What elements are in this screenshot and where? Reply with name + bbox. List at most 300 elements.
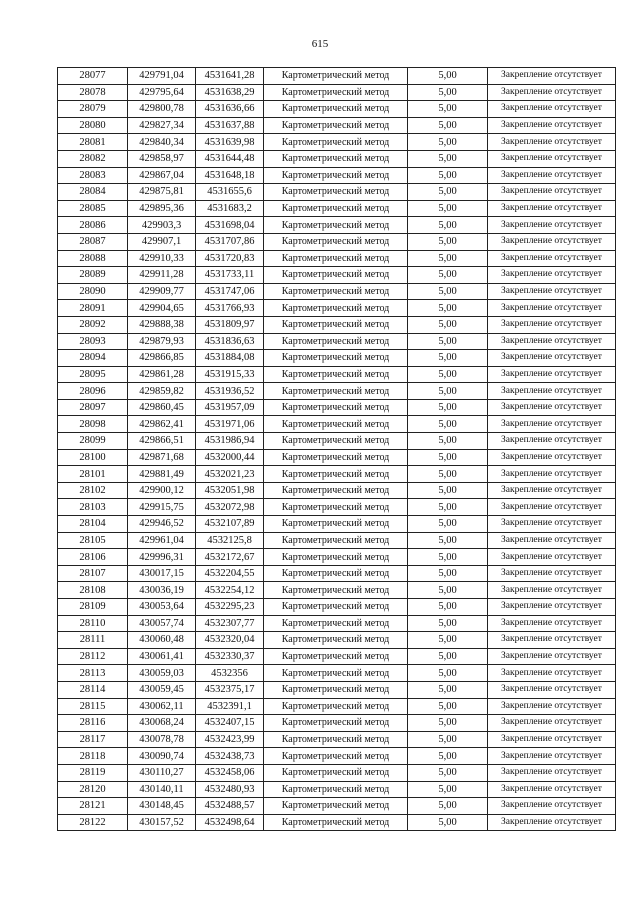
table-row	[58, 200, 616, 217]
y-coordinate-cell: 4532391,1	[196, 698, 264, 715]
y-coordinate-cell: 4531637,88	[196, 117, 264, 134]
method-cell: Картометрический метод	[264, 350, 408, 367]
fixation-cell: Закрепление отсутствует	[488, 665, 616, 682]
x-coordinate-cell: 430017,15	[128, 565, 196, 582]
x-coordinate-cell: 429827,34	[128, 117, 196, 134]
y-coordinate-cell: 4532330,37	[196, 648, 264, 665]
point-number-cell: 28086	[58, 217, 128, 234]
fixation-cell: Закрепление отсутствует	[488, 200, 616, 217]
method-cell: Картометрический метод	[264, 648, 408, 665]
table-row	[58, 615, 616, 632]
accuracy-cell: 5,00	[408, 814, 488, 831]
method-cell: Картометрический метод	[264, 217, 408, 234]
accuracy-cell: 5,00	[408, 217, 488, 234]
method-cell: Картометрический метод	[264, 532, 408, 549]
x-coordinate-cell: 429907,1	[128, 233, 196, 250]
accuracy-cell: 5,00	[408, 781, 488, 798]
y-coordinate-cell: 4531698,04	[196, 217, 264, 234]
method-cell: Картометрический метод	[264, 549, 408, 566]
point-number-cell: 28100	[58, 449, 128, 466]
method-cell: Картометрический метод	[264, 150, 408, 167]
method-cell: Картометрический метод	[264, 184, 408, 201]
method-cell: Картометрический метод	[264, 632, 408, 649]
y-coordinate-cell: 4531809,97	[196, 316, 264, 333]
point-number-cell: 28122	[58, 814, 128, 831]
y-coordinate-cell: 4531747,06	[196, 283, 264, 300]
method-cell: Картометрический метод	[264, 134, 408, 151]
x-coordinate-cell: 429888,38	[128, 316, 196, 333]
point-number-cell: 28094	[58, 350, 128, 367]
y-coordinate-cell: 4532254,12	[196, 582, 264, 599]
y-coordinate-cell: 4531884,08	[196, 350, 264, 367]
fixation-cell: Закрепление отсутствует	[488, 117, 616, 134]
table-row	[58, 681, 616, 698]
table-row	[58, 184, 616, 201]
method-cell: Картометрический метод	[264, 449, 408, 466]
accuracy-cell: 5,00	[408, 134, 488, 151]
y-coordinate-cell: 4531638,29	[196, 84, 264, 101]
method-cell: Картометрический метод	[264, 333, 408, 350]
table-row	[58, 466, 616, 483]
table-row	[58, 665, 616, 682]
accuracy-cell: 5,00	[408, 84, 488, 101]
point-number-cell: 28114	[58, 681, 128, 698]
y-coordinate-cell: 4531644,48	[196, 150, 264, 167]
point-number-cell: 28116	[58, 715, 128, 732]
x-coordinate-cell: 429909,77	[128, 283, 196, 300]
accuracy-cell: 5,00	[408, 101, 488, 118]
method-cell: Картометрический метод	[264, 300, 408, 317]
table-row	[58, 350, 616, 367]
point-number-cell: 28107	[58, 565, 128, 582]
point-number-cell: 28092	[58, 316, 128, 333]
fixation-cell: Закрепление отсутствует	[488, 84, 616, 101]
accuracy-cell: 5,00	[408, 433, 488, 450]
fixation-cell: Закрепление отсутствует	[488, 383, 616, 400]
accuracy-cell: 5,00	[408, 516, 488, 533]
table-row	[58, 499, 616, 516]
y-coordinate-cell: 4532125,8	[196, 532, 264, 549]
y-coordinate-cell: 4531936,52	[196, 383, 264, 400]
y-coordinate-cell: 4531641,28	[196, 68, 264, 85]
fixation-cell: Закрепление отсутствует	[488, 565, 616, 582]
table-row	[58, 167, 616, 184]
x-coordinate-cell: 430036,19	[128, 582, 196, 599]
x-coordinate-cell: 429911,28	[128, 267, 196, 284]
point-number-cell: 28084	[58, 184, 128, 201]
method-cell: Картометрический метод	[264, 681, 408, 698]
table-row	[58, 283, 616, 300]
accuracy-cell: 5,00	[408, 532, 488, 549]
accuracy-cell: 5,00	[408, 383, 488, 400]
table-row	[58, 416, 616, 433]
method-cell: Картометрический метод	[264, 84, 408, 101]
method-cell: Картометрический метод	[264, 416, 408, 433]
x-coordinate-cell: 429946,52	[128, 516, 196, 533]
y-coordinate-cell: 4531720,83	[196, 250, 264, 267]
table-row	[58, 333, 616, 350]
table-row	[58, 565, 616, 582]
method-cell: Картометрический метод	[264, 433, 408, 450]
method-cell: Картометрический метод	[264, 731, 408, 748]
table-row	[58, 482, 616, 499]
point-number-cell: 28120	[58, 781, 128, 798]
fixation-cell: Закрепление отсутствует	[488, 681, 616, 698]
accuracy-cell: 5,00	[408, 648, 488, 665]
page-number: 615	[311, 38, 329, 50]
table-row	[58, 433, 616, 450]
y-coordinate-cell: 4532172,67	[196, 549, 264, 566]
point-number-cell: 28102	[58, 482, 128, 499]
fixation-cell: Закрепление отсутствует	[488, 582, 616, 599]
point-number-cell: 28088	[58, 250, 128, 267]
fixation-cell: Закрепление отсутствует	[488, 267, 616, 284]
accuracy-cell: 5,00	[408, 698, 488, 715]
x-coordinate-cell: 429860,45	[128, 399, 196, 416]
fixation-cell: Закрепление отсутствует	[488, 814, 616, 831]
fixation-cell: Закрепление отсутствует	[488, 433, 616, 450]
accuracy-cell: 5,00	[408, 200, 488, 217]
y-coordinate-cell: 4531836,63	[196, 333, 264, 350]
method-cell: Картометрический метод	[264, 250, 408, 267]
y-coordinate-cell: 4532107,89	[196, 516, 264, 533]
method-cell: Картометрический метод	[264, 582, 408, 599]
point-number-cell: 28111	[58, 632, 128, 649]
fixation-cell: Закрепление отсутствует	[488, 764, 616, 781]
table-row	[58, 316, 616, 333]
fixation-cell: Закрепление отсутствует	[488, 68, 616, 85]
x-coordinate-cell: 430062,11	[128, 698, 196, 715]
fixation-cell: Закрепление отсутствует	[488, 549, 616, 566]
fixation-cell: Закрепление отсутствует	[488, 748, 616, 765]
accuracy-cell: 5,00	[408, 150, 488, 167]
point-number-cell: 28079	[58, 101, 128, 118]
method-cell: Картометрический метод	[264, 316, 408, 333]
accuracy-cell: 5,00	[408, 333, 488, 350]
method-cell: Картометрический метод	[264, 698, 408, 715]
method-cell: Картометрический метод	[264, 565, 408, 582]
fixation-cell: Закрепление отсутствует	[488, 516, 616, 533]
table-row	[58, 101, 616, 118]
table-row	[58, 250, 616, 267]
x-coordinate-cell: 429895,36	[128, 200, 196, 217]
table-row	[58, 648, 616, 665]
x-coordinate-cell: 429866,85	[128, 350, 196, 367]
coordinates-table	[57, 67, 616, 831]
accuracy-cell: 5,00	[408, 250, 488, 267]
x-coordinate-cell: 429879,93	[128, 333, 196, 350]
fixation-cell: Закрепление отсутствует	[488, 300, 616, 317]
table-row	[58, 68, 616, 85]
fixation-cell: Закрепление отсутствует	[488, 599, 616, 616]
y-coordinate-cell: 4531636,66	[196, 101, 264, 118]
accuracy-cell: 5,00	[408, 764, 488, 781]
point-number-cell: 28083	[58, 167, 128, 184]
x-coordinate-cell: 430053,64	[128, 599, 196, 616]
point-number-cell: 28118	[58, 748, 128, 765]
point-number-cell: 28110	[58, 615, 128, 632]
method-cell: Картометрический метод	[264, 516, 408, 533]
method-cell: Картометрический метод	[264, 68, 408, 85]
accuracy-cell: 5,00	[408, 565, 488, 582]
point-number-cell: 28078	[58, 84, 128, 101]
table-row	[58, 217, 616, 234]
table-row	[58, 814, 616, 831]
accuracy-cell: 5,00	[408, 184, 488, 201]
fixation-cell: Закрепление отсутствует	[488, 449, 616, 466]
x-coordinate-cell: 430057,74	[128, 615, 196, 632]
x-coordinate-cell: 429875,81	[128, 184, 196, 201]
point-number-cell: 28119	[58, 764, 128, 781]
y-coordinate-cell: 4532480,93	[196, 781, 264, 798]
x-coordinate-cell: 429866,51	[128, 433, 196, 450]
method-cell: Картометрический метод	[264, 233, 408, 250]
x-coordinate-cell: 429904,65	[128, 300, 196, 317]
x-coordinate-cell: 429903,3	[128, 217, 196, 234]
method-cell: Картометрический метод	[264, 748, 408, 765]
y-coordinate-cell: 4531915,33	[196, 366, 264, 383]
y-coordinate-cell: 4531707,86	[196, 233, 264, 250]
x-coordinate-cell: 430060,48	[128, 632, 196, 649]
x-coordinate-cell: 429800,78	[128, 101, 196, 118]
point-number-cell: 28117	[58, 731, 128, 748]
accuracy-cell: 5,00	[408, 316, 488, 333]
accuracy-cell: 5,00	[408, 599, 488, 616]
x-coordinate-cell: 429996,31	[128, 549, 196, 566]
accuracy-cell: 5,00	[408, 798, 488, 815]
point-number-cell: 28096	[58, 383, 128, 400]
fixation-cell: Закрепление отсутствует	[488, 698, 616, 715]
fixation-cell: Закрепление отсутствует	[488, 731, 616, 748]
table-row	[58, 134, 616, 151]
method-cell: Картометрический метод	[264, 715, 408, 732]
y-coordinate-cell: 4532407,15	[196, 715, 264, 732]
fixation-cell: Закрепление отсутствует	[488, 217, 616, 234]
accuracy-cell: 5,00	[408, 466, 488, 483]
x-coordinate-cell: 430140,11	[128, 781, 196, 798]
point-number-cell: 28091	[58, 300, 128, 317]
fixation-cell: Закрепление отсутствует	[488, 482, 616, 499]
x-coordinate-cell: 429871,68	[128, 449, 196, 466]
table-row	[58, 599, 616, 616]
fixation-cell: Закрепление отсутствует	[488, 648, 616, 665]
method-cell: Картометрический метод	[264, 267, 408, 284]
x-coordinate-cell: 429881,49	[128, 466, 196, 483]
point-number-cell: 28108	[58, 582, 128, 599]
x-coordinate-cell: 429861,28	[128, 366, 196, 383]
table-row	[58, 366, 616, 383]
y-coordinate-cell: 4532438,73	[196, 748, 264, 765]
x-coordinate-cell: 429961,04	[128, 532, 196, 549]
point-number-cell: 28099	[58, 433, 128, 450]
point-number-cell: 28109	[58, 599, 128, 616]
accuracy-cell: 5,00	[408, 582, 488, 599]
y-coordinate-cell: 4532000,44	[196, 449, 264, 466]
point-number-cell: 28115	[58, 698, 128, 715]
y-coordinate-cell: 4532458,06	[196, 764, 264, 781]
fixation-cell: Закрепление отсутствует	[488, 399, 616, 416]
method-cell: Картометрический метод	[264, 117, 408, 134]
table-row	[58, 781, 616, 798]
fixation-cell: Закрепление отсутствует	[488, 134, 616, 151]
point-number-cell: 28112	[58, 648, 128, 665]
table-row	[58, 300, 616, 317]
y-coordinate-cell: 4532488,57	[196, 798, 264, 815]
y-coordinate-cell: 4531648,18	[196, 167, 264, 184]
x-coordinate-cell: 429795,64	[128, 84, 196, 101]
fixation-cell: Закрепление отсутствует	[488, 233, 616, 250]
accuracy-cell: 5,00	[408, 632, 488, 649]
method-cell: Картометрический метод	[264, 200, 408, 217]
point-number-cell: 28077	[58, 68, 128, 85]
fixation-cell: Закрепление отсутствует	[488, 350, 616, 367]
point-number-cell: 28106	[58, 549, 128, 566]
method-cell: Картометрический метод	[264, 499, 408, 516]
fixation-cell: Закрепление отсутствует	[488, 781, 616, 798]
y-coordinate-cell: 4532423,99	[196, 731, 264, 748]
accuracy-cell: 5,00	[408, 665, 488, 682]
table-row	[58, 516, 616, 533]
fixation-cell: Закрепление отсутствует	[488, 532, 616, 549]
x-coordinate-cell: 430157,52	[128, 814, 196, 831]
method-cell: Картометрический метод	[264, 466, 408, 483]
y-coordinate-cell: 4532072,98	[196, 499, 264, 516]
y-coordinate-cell: 4531971,06	[196, 416, 264, 433]
method-cell: Картометрический метод	[264, 764, 408, 781]
y-coordinate-cell: 4532375,17	[196, 681, 264, 698]
table-row	[58, 764, 616, 781]
coordinates-table-body	[58, 68, 616, 831]
accuracy-cell: 5,00	[408, 300, 488, 317]
x-coordinate-cell: 429915,75	[128, 499, 196, 516]
accuracy-cell: 5,00	[408, 416, 488, 433]
x-coordinate-cell: 429859,82	[128, 383, 196, 400]
table-row	[58, 233, 616, 250]
x-coordinate-cell: 429840,34	[128, 134, 196, 151]
accuracy-cell: 5,00	[408, 167, 488, 184]
table-row	[58, 748, 616, 765]
point-number-cell: 28103	[58, 499, 128, 516]
y-coordinate-cell: 4531655,6	[196, 184, 264, 201]
y-coordinate-cell: 4532051,98	[196, 482, 264, 499]
accuracy-cell: 5,00	[408, 449, 488, 466]
table-row	[58, 150, 616, 167]
accuracy-cell: 5,00	[408, 68, 488, 85]
table-row	[58, 267, 616, 284]
point-number-cell: 28085	[58, 200, 128, 217]
x-coordinate-cell: 430061,41	[128, 648, 196, 665]
accuracy-cell: 5,00	[408, 615, 488, 632]
method-cell: Картометрический метод	[264, 482, 408, 499]
x-coordinate-cell: 429910,33	[128, 250, 196, 267]
accuracy-cell: 5,00	[408, 350, 488, 367]
x-coordinate-cell: 429862,41	[128, 416, 196, 433]
fixation-cell: Закрепление отсутствует	[488, 184, 616, 201]
point-number-cell: 28104	[58, 516, 128, 533]
x-coordinate-cell: 430059,45	[128, 681, 196, 698]
fixation-cell: Закрепление отсутствует	[488, 615, 616, 632]
x-coordinate-cell: 430110,27	[128, 764, 196, 781]
point-number-cell: 28097	[58, 399, 128, 416]
y-coordinate-cell: 4532498,64	[196, 814, 264, 831]
x-coordinate-cell: 429900,12	[128, 482, 196, 499]
method-cell: Картометрический метод	[264, 101, 408, 118]
method-cell: Картометрический метод	[264, 615, 408, 632]
accuracy-cell: 5,00	[408, 399, 488, 416]
table-row	[58, 731, 616, 748]
table-row	[58, 449, 616, 466]
point-number-cell: 28101	[58, 466, 128, 483]
point-number-cell: 28093	[58, 333, 128, 350]
accuracy-cell: 5,00	[408, 267, 488, 284]
y-coordinate-cell: 4532204,55	[196, 565, 264, 582]
table-row	[58, 798, 616, 815]
y-coordinate-cell: 4532021,23	[196, 466, 264, 483]
x-coordinate-cell: 430148,45	[128, 798, 196, 815]
y-coordinate-cell: 4531957,09	[196, 399, 264, 416]
table-row	[58, 532, 616, 549]
accuracy-cell: 5,00	[408, 499, 488, 516]
accuracy-cell: 5,00	[408, 748, 488, 765]
accuracy-cell: 5,00	[408, 731, 488, 748]
method-cell: Картометрический метод	[264, 814, 408, 831]
method-cell: Картометрический метод	[264, 167, 408, 184]
fixation-cell: Закрепление отсутствует	[488, 283, 616, 300]
accuracy-cell: 5,00	[408, 366, 488, 383]
fixation-cell: Закрепление отсутствует	[488, 798, 616, 815]
fixation-cell: Закрепление отсутствует	[488, 715, 616, 732]
y-coordinate-cell: 4531986,94	[196, 433, 264, 450]
point-number-cell: 28090	[58, 283, 128, 300]
table-row	[58, 582, 616, 599]
method-cell: Картометрический метод	[264, 399, 408, 416]
accuracy-cell: 5,00	[408, 233, 488, 250]
x-coordinate-cell: 429858,97	[128, 150, 196, 167]
point-number-cell: 28082	[58, 150, 128, 167]
method-cell: Картометрический метод	[264, 665, 408, 682]
fixation-cell: Закрепление отсутствует	[488, 333, 616, 350]
fixation-cell: Закрепление отсутствует	[488, 366, 616, 383]
x-coordinate-cell: 430078,78	[128, 731, 196, 748]
point-number-cell: 28121	[58, 798, 128, 815]
fixation-cell: Закрепление отсутствует	[488, 466, 616, 483]
fixation-cell: Закрепление отсутствует	[488, 316, 616, 333]
fixation-cell: Закрепление отсутствует	[488, 632, 616, 649]
method-cell: Картометрический метод	[264, 283, 408, 300]
accuracy-cell: 5,00	[408, 549, 488, 566]
fixation-cell: Закрепление отсутствует	[488, 101, 616, 118]
table-row	[58, 698, 616, 715]
accuracy-cell: 5,00	[408, 117, 488, 134]
table-row	[58, 383, 616, 400]
x-coordinate-cell: 430090,74	[128, 748, 196, 765]
y-coordinate-cell: 4532320,04	[196, 632, 264, 649]
x-coordinate-cell: 429791,04	[128, 68, 196, 85]
point-number-cell: 28113	[58, 665, 128, 682]
method-cell: Картометрический метод	[264, 599, 408, 616]
accuracy-cell: 5,00	[408, 283, 488, 300]
x-coordinate-cell: 430059,03	[128, 665, 196, 682]
y-coordinate-cell: 4532356	[196, 665, 264, 682]
method-cell: Картометрический метод	[264, 383, 408, 400]
x-coordinate-cell: 429867,04	[128, 167, 196, 184]
point-number-cell: 28095	[58, 366, 128, 383]
point-number-cell: 28081	[58, 134, 128, 151]
fixation-cell: Закрепление отсутствует	[488, 499, 616, 516]
fixation-cell: Закрепление отсутствует	[488, 416, 616, 433]
table-row	[58, 632, 616, 649]
table-row	[58, 84, 616, 101]
